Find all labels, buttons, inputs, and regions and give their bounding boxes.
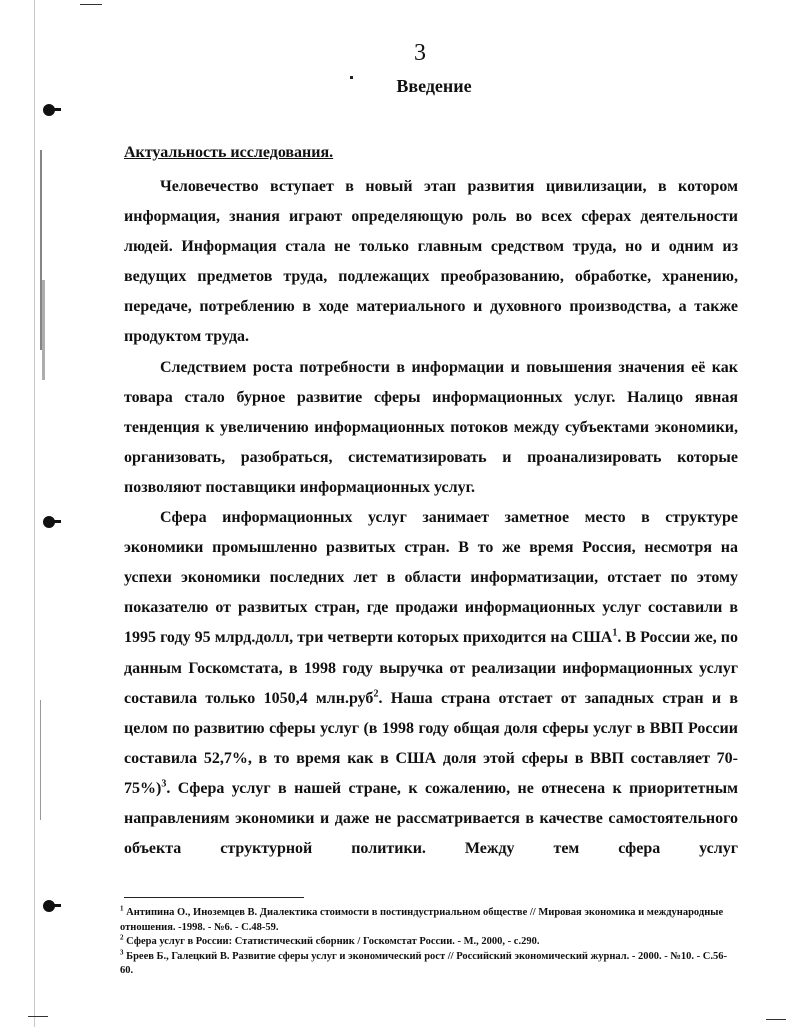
footnote-ref: 1 — [612, 628, 618, 640]
page-number: 3 — [414, 40, 426, 66]
footnote-ref: 3 — [161, 778, 167, 790]
paragraph: Человечество вступает в новый этап развития цивилизации, в котором информация, знания играют определяющую роль во всех сферах деятельности людей. Информация стала не только главным средством труда, но и одним из ведущих предметов труда, подлежащих преобразованию, обработке, хранению, передаче, потреблению в ходе материального и духовного производства, а также продуктом труда. — [124, 178, 738, 346]
footnote-number: 3 — [120, 948, 124, 956]
scan-corner-mark — [80, 4, 102, 5]
scan-edge-line — [34, 0, 35, 1027]
paragraph-text: Сфера информационных услуг занимает заметное место в структуре экономики промышленно развитых стран. В то же время Россия, несмотря на успехи экономики последних лет в области информатизации, отстает по этому показателю от развитых стран, где продажи информационных услуг составили в 1995 году 95 млрд.долл, три четверти которых приходится на США — [124, 509, 738, 647]
hole-punch-mark — [43, 900, 55, 912]
body-text — [124, 172, 738, 864]
footnote-number: 1 — [120, 904, 124, 913]
footnote-ref: 2 — [373, 688, 379, 700]
paragraph-text: . Сфера услуг в нашей стране, к сожалению, не отнесена к приоритетным направлениям экономики и даже не рассматривается в качестве самостоятельного объекта структурной политики. Между тем сфера услуг — [124, 779, 738, 858]
footnote-separator — [124, 897, 304, 898]
paragraph: Следствием роста потребности в информации и повышения значения её как товара стало бурное развитие сферы информационных услуг. Налицо явная тенденция к увеличению информационных потоков между субъектами экономики, организовать, разобраться, систематизировать и проанализировать которые позволяют поставщики информационных услуг. — [124, 358, 738, 496]
footnote — [120, 950, 740, 979]
section-subheading: Актуальность исследования. — [124, 144, 334, 161]
paragraph-text: . Наша страна отстает от западных стран и в целом по развитию сферы услуг (в 1998 году общая доля сферы услуг в ВВП России составила 52,7%, в то время как в США доля этой сферы в ВВП составляет 70-75%) — [124, 689, 739, 797]
section-heading: Введение — [396, 76, 472, 96]
scan-corner-mark — [28, 1016, 48, 1017]
hole-punch-mark — [43, 516, 55, 528]
hole-punch-mark — [43, 104, 55, 116]
footnote-number: 2 — [120, 933, 124, 942]
footnote-text: Сфера услуг в России: Статистический сборник / Госкомстат России. - М., 2000, - с.290. — [126, 936, 540, 947]
footnote-text: Антипина О., Иноземцев В. Диалектика стоимости в постиндустриальном обществе // Мировая экономика и международные отношения. -1998. - №6. - С.48-59. — [120, 907, 724, 933]
scan-margin-mark — [42, 280, 45, 380]
scan-corner-mark — [766, 1019, 786, 1020]
paragraph-text: . В России же, по данным Госкомстата, в 1998 году выручка от реализации информационных услуг составила только 1050,4 млн.руб — [124, 629, 738, 707]
footnote-text: Бреев Б., Галецкий В. Развитие сферы услуг и экономический рост // Российский экономический журнал. - 2000. - №10. - С.56-60. — [120, 950, 727, 976]
footnote — [120, 906, 740, 935]
footnote — [120, 935, 740, 950]
footnotes — [120, 906, 740, 979]
paragraph — [124, 503, 738, 864]
scan-margin-mark — [40, 700, 41, 820]
